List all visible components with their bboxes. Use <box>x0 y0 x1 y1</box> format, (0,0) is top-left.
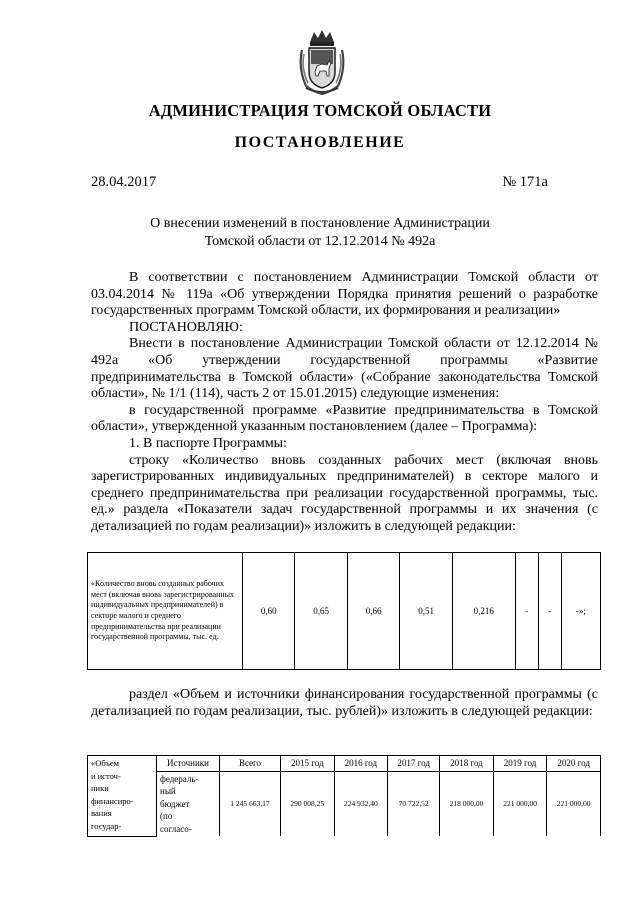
table-header: 2018 год <box>440 756 494 772</box>
paragraph-resolve: ПОСТАНОВЛЯЮ: <box>129 319 243 335</box>
table-cell: 218 000,00 <box>440 771 494 836</box>
table-cell: 0,60 <box>243 553 295 670</box>
subject-line-1: О внесении изменений в постановление Администрации <box>150 216 490 231</box>
line: «Объем <box>91 758 120 768</box>
document-type: ПОСТАНОВЛЕНИЕ <box>234 134 406 151</box>
table-header: 2015 год <box>280 756 334 772</box>
source-cell <box>157 771 220 836</box>
table-cell: - <box>515 553 538 670</box>
paragraph-basis: В соответствии с постановлением Администрации Томской области от 03.04.2014 № 119а «Об утверждении Порядка принятия решений о разработке государственных программ Томской области, их формирования и реализации» <box>91 270 598 319</box>
table-row <box>88 553 601 670</box>
table-cell: 0,51 <box>400 553 452 670</box>
table-cell: 0,65 <box>295 553 347 670</box>
table-cell: 0,216 <box>452 553 515 670</box>
table-row <box>88 771 601 836</box>
line: вания <box>91 808 112 818</box>
financing-table <box>87 755 601 837</box>
paragraph-jobs-row: строку «Количество вновь созданных рабочих мест (включая вновь зарегистрированных индивидуальных предпринимателей) в секторе малого и среднего предпринимательства при реализации государственной программы, тыс. ед.» раздела «Показатели задач государственной программы и их значения (с детализацией по годам реализации)» изложить в следующей редакции: <box>91 452 598 534</box>
table-header: 2019 год <box>493 756 547 772</box>
line: бюджет <box>160 798 190 809</box>
tomsk-coat-of-arms-icon <box>296 28 348 96</box>
document-number: № 171а <box>502 174 548 190</box>
table-cell: 70 722,52 <box>388 771 440 836</box>
table-header: 2017 год <box>388 756 440 772</box>
document-subject <box>0 215 640 251</box>
paragraph-passport: 1. В паспорте Программы: <box>129 435 287 451</box>
document-body <box>91 270 598 536</box>
paragraph-amend: Внести в постановление Администрации Томской области от 12.12.2014 № 492а «Об утверждении государственной программы «Развитие предпринимательства в Томской области» («Собрание законодательства Томской области», № 1/1 (114), часть 2 от 15.01.2015) следующие изменения: <box>91 336 598 402</box>
line: (по <box>160 811 173 821</box>
table-cell: -»; <box>561 553 600 670</box>
document-body-2 <box>91 687 598 720</box>
table-cell: - <box>538 553 561 670</box>
table-cell: 290 008,25 <box>280 771 334 836</box>
table-cell: 221 000,00 <box>493 771 547 836</box>
table-cell: 224 932,40 <box>334 771 388 836</box>
table-cell: 1 245 663,17 <box>220 771 281 836</box>
table-header: 2020 год <box>547 756 601 772</box>
financing-label-cell <box>88 756 157 837</box>
line: ный <box>160 786 176 796</box>
document-date: 28.04.2017 <box>91 174 157 190</box>
line: и источ- <box>91 770 121 781</box>
table-header: Источники <box>157 756 220 772</box>
table-cell: 221 000,00 <box>547 771 601 836</box>
organization-title: АДМИНИСТРАЦИЯ ТОМСКОЙ ОБЛАСТИ <box>148 101 492 120</box>
table-header: 2016 год <box>334 756 388 772</box>
paragraph-program: в государственной программе «Развитие предпринимательства в Томской области», утвержденной указанным постановлением (далее – Программа): <box>91 402 598 435</box>
indicator-label: «Количество вновь созданных рабочих мест (включая вновь зарегистрированных индивидуальных предпринимателей) в секторе малого и среднего предпринимательства при реализации государственной программы, тыс. ед. <box>88 553 243 670</box>
paragraph-financing: раздел «Объем и источники финансирования государственной программы (с детализацией по годам реализации, тыс. рублей)» изложить в следующей редакции: <box>91 687 598 719</box>
line: государ- <box>91 820 122 831</box>
subject-line-2: Томской области от 12.12.2014 № 492а <box>204 234 436 249</box>
line: федераль- <box>160 773 199 784</box>
line: ники <box>91 783 109 793</box>
line: согласо- <box>160 823 192 834</box>
indicator-table <box>87 552 601 670</box>
table-cell: 0,66 <box>347 553 399 670</box>
table-header-row <box>88 756 601 772</box>
line: финансиро- <box>91 795 134 806</box>
table-header: Всего <box>220 756 281 772</box>
